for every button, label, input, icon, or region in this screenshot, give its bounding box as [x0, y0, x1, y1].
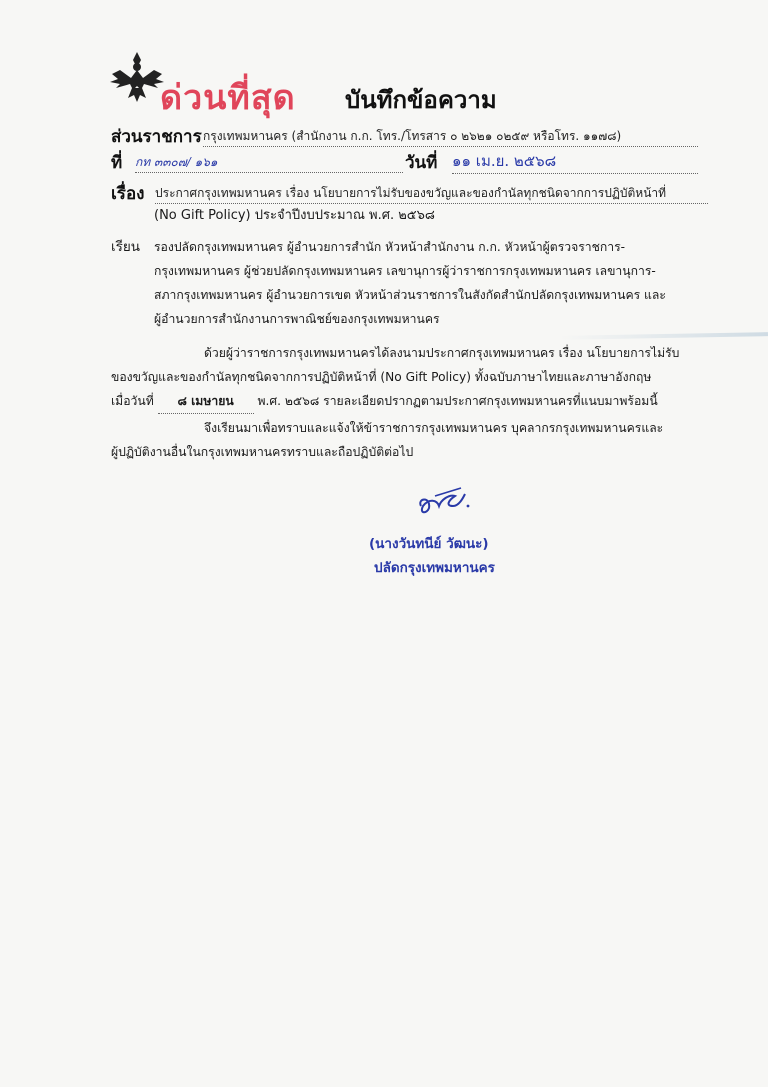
date-handwritten: ๑๑ เม.ย. ๒๕๖๘ [452, 152, 557, 170]
salutation-line: กรุงเทพมหานคร ผู้ช่วยปลัดกรุงเทพมหานคร เลขานุการผู้ว่าราชการกรุงเทพมหานคร เลขานุการ- [154, 264, 656, 278]
paragraph-2-line-2: ผู้ปฏิบัติงานอื่นในกรุงเทพมหานครทราบและถือปฏิบัติต่อไป [111, 445, 414, 459]
salutation-line: สภากรุงเทพมหานคร ผู้อำนวยการเขต หัวหน้าส่วนราชการในสังกัดสำนักปลัดกรุงเทพมหานคร และ [154, 288, 666, 302]
date-suffix: พ.ศ. ๒๕๖๘ รายละเอียดปรากฏตามประกาศกรุงเทพมหานครที่แนบมาพร้อมนี้ [257, 394, 658, 408]
date-prefix: เมื่อวันที่ [111, 394, 154, 408]
date-label: วันที่ [405, 153, 438, 173]
subject-label: เรื่อง [111, 184, 145, 204]
subject-line-2: (No Gift Policy) ประจำปีงบประมาณ พ.ศ. ๒๕๖๘ [154, 208, 435, 223]
signer-position: ปลัดกรุงเทพมหานคร [374, 560, 495, 576]
ref-number: กท ๓๓๐๗/ ๑๖๑ [135, 155, 218, 169]
paragraph-1-line-1: ด้วยผู้ว่าราชการกรุงเทพมหานครได้ลงนามประกาศกรุงเทพมหานคร เรื่อง นโยบายการไม่รับ [204, 346, 680, 360]
handwritten-sign-date: ๘ เมษายน [158, 389, 254, 414]
agency-value: กรุงเทพมหานคร (สำนักงาน ก.ก. โทร./โทรสาร ๐ ๒๖๒๑ ๐๒๕๙ หรือโทร. ๑๑๗๘) [203, 127, 698, 147]
salutation-line: ผู้อำนวยการสำนักงานการพาณิชย์ของกรุงเทพมหานคร [154, 312, 440, 326]
salutation-recipients [154, 235, 714, 331]
date-value [452, 149, 698, 174]
ref-label: ที่ [111, 153, 123, 173]
scan-streak [560, 332, 768, 340]
paragraph-2-line-1: จึงเรียนมาเพื่อทราบและแจ้งให้ข้าราชการกรุงเทพมหานคร บุคลากรกรุงเทพมหานครและ [204, 421, 664, 435]
paragraph-1-line-3 [111, 389, 658, 414]
subject-line-1: ประกาศกรุงเทพมหานคร เรื่อง นโยบายการไม่รับของขวัญและของกำนัลทุกชนิดจากการปฏิบัติหน้าที่ [155, 184, 708, 204]
paragraph-1-line-2: ของขวัญและของกำนัลทุกชนิดจากการปฏิบัติหน้าที่ (No Gift Policy) ทั้งฉบับภาษาไทยและภาษาอังกฤษ [111, 370, 652, 384]
handwritten-signature [415, 484, 471, 518]
garuda-emblem-icon [108, 48, 166, 106]
signer-name: (นางวันทนีย์ วัฒนะ) [369, 536, 489, 552]
salutation-label: เรียน [111, 239, 141, 255]
agency-label: ส่วนราชการ [111, 127, 202, 147]
memo-title: บันทึกข้อความ [345, 86, 497, 114]
urgency-stamp: ด่วนที่สุด [160, 78, 296, 118]
salutation-line: รองปลัดกรุงเทพมหานคร ผู้อำนวยการสำนัก หัวหน้าสำนักงาน ก.ก. หัวหน้าผู้ตรวจราชการ- [154, 240, 626, 254]
ref-value [135, 153, 403, 173]
